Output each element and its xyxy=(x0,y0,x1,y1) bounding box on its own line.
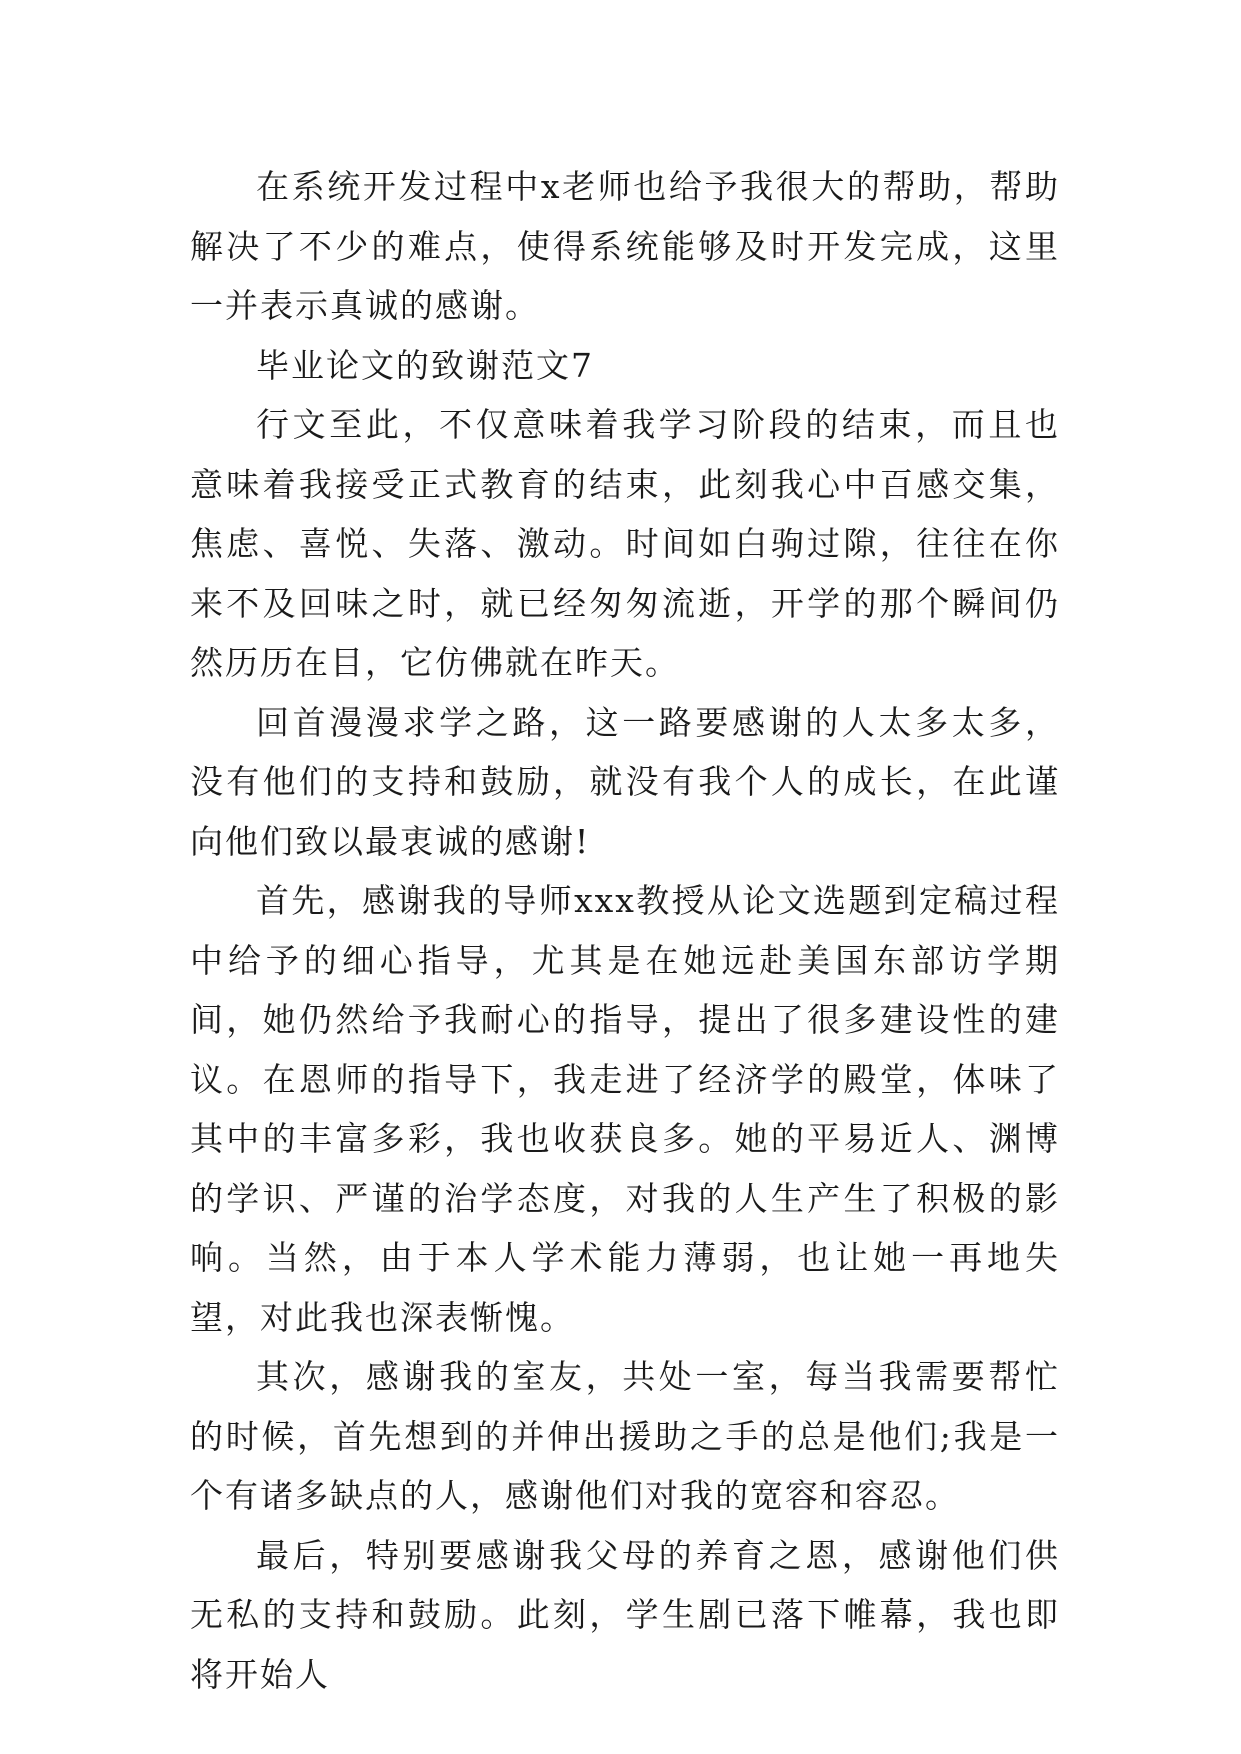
section-heading: 毕业论文的致谢范文7 xyxy=(256,345,594,385)
paragraph-teacher-help: 在系统开发过程中x老师也给予我很大的帮助，帮助解决了不少的难点，使得系统能够及时开发完成，这里一并表示真诚的感谢。 xyxy=(190,167,1060,325)
paragraph-looking-back: 回首漫漫求学之路，这一路要感谢的人太多太多，没有他们的支持和鼓励，就没有我个人的成长，在此谨向他们致以最衷诚的感谢! xyxy=(190,702,1060,861)
paragraph-end-of-study: 行文至此，不仅意味着我学习阶段的结束，而且也意味着我接受正式教育的结束，此刻我心中百感交集，焦虑、喜悦、失落、激动。时间如白驹过隙，往往在你来不及回味之时，就已经匆匆流逝，开学的那个瞬间仍然历历在目，它仿佛就在昨天。 xyxy=(190,405,1060,682)
paragraph-thanks-parents: 最后，特别要感谢我父母的养育之恩，感谢他们供无私的支持和鼓励。此刻，学生剧已落下帷幕，我也即将开始人 xyxy=(190,1535,1060,1694)
document-body xyxy=(190,157,1060,1704)
paragraph-thanks-advisor: 首先，感谢我的导师xxx教授从论文选题到定稿过程中给予的细心指导，尤其是在她远赴美国东部访学期间，她仍然给予我耐心的指导，提出了很多建设性的建议。在恩师的指导下，我走进了经济学的殿堂，体味了其中的丰富多彩，我也收获良多。她的平易近人、渊博的学识、严谨的治学态度，对我的人生产生了积极的影响。当然，由于本人学术能力薄弱，也让她一再地失望，对此我也深表惭愧。 xyxy=(190,881,1060,1337)
paragraph-thanks-roommates: 其次，感谢我的室友，共处一室，每当我需要帮忙的时候，首先想到的并伸出援助之手的总是他们;我是一个有诸多缺点的人，感谢他们对我的宽容和容忍。 xyxy=(190,1357,1060,1515)
